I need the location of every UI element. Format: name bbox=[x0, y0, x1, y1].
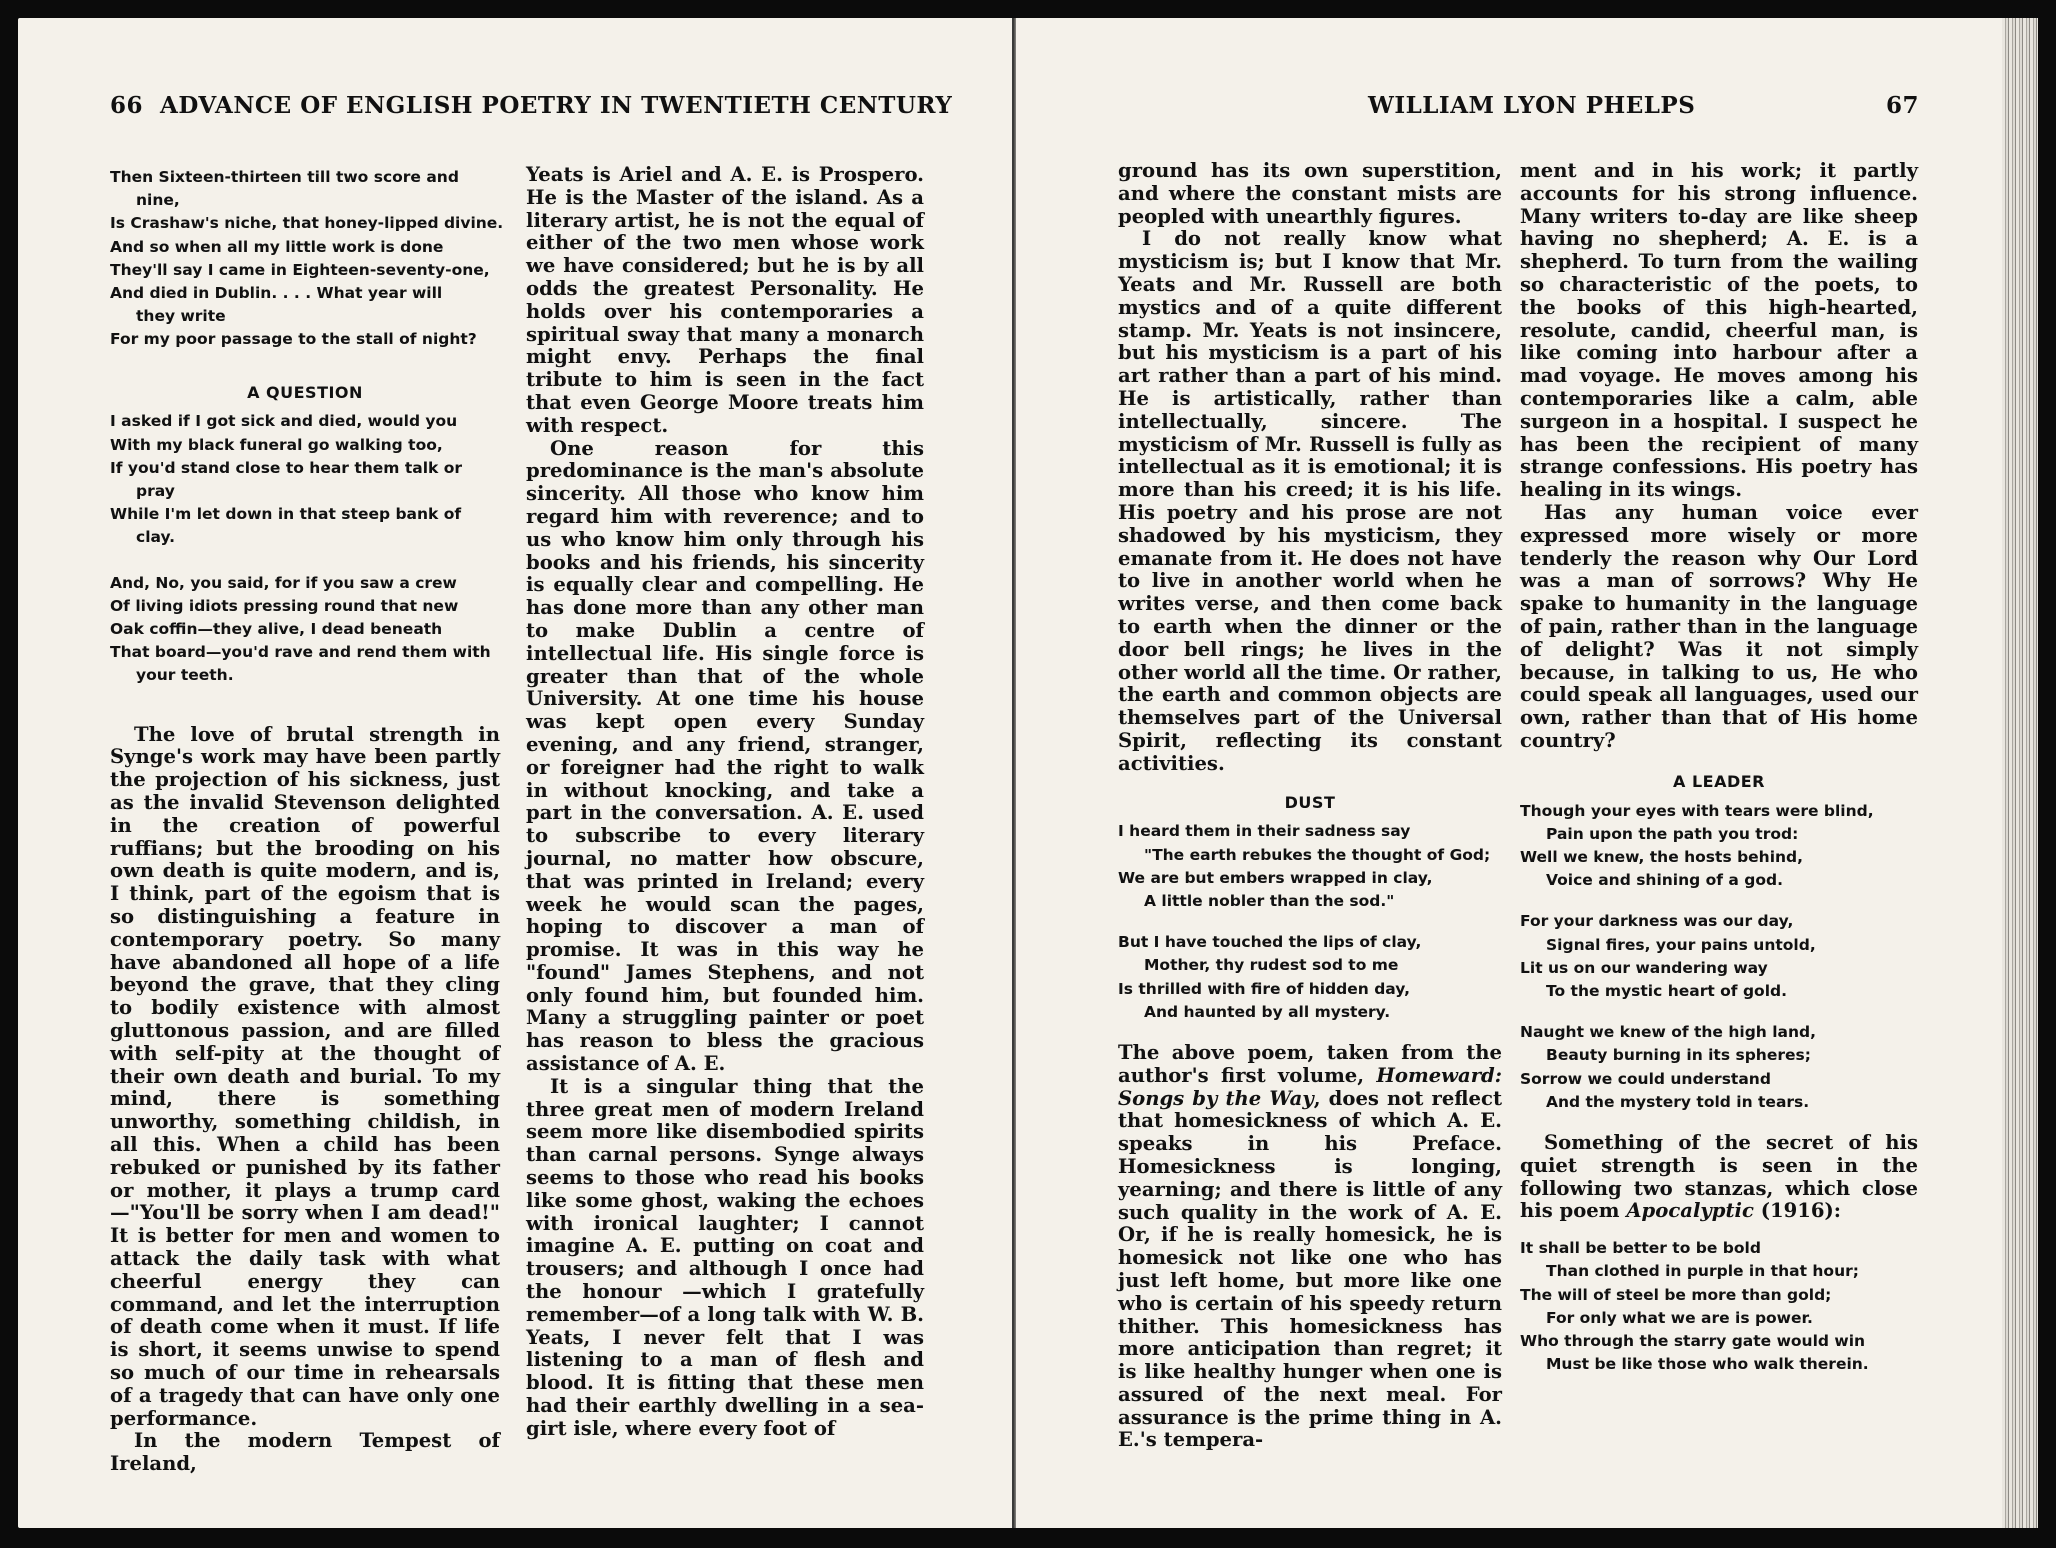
verse-stanza bbox=[1520, 1237, 1918, 1376]
verse-line: And, No, you said, for if you saw a crew bbox=[110, 573, 457, 592]
verse-line: And so when all my little work is done bbox=[110, 237, 444, 256]
verse-line: While I'm let down in that steep bank of bbox=[110, 505, 462, 524]
verse-stanza bbox=[110, 572, 500, 688]
paragraph: Yeats is Ariel and A. E. is Prospero. He is the Master of the island. As a literary artist, he is not the equal of either of the two men whose work we have considered; but he is by all odds the greatest Personality. He holds over his contemporaries a spiritual sway that many a monarch might envy. Perhaps the final tribute to him is seen in the fact that even George Moore treats him with respect. bbox=[526, 163, 924, 437]
verse-line: Must be like those who walk therein. bbox=[1546, 1355, 1869, 1374]
verse-line: To the mystic heart of gold. bbox=[1546, 981, 1787, 1000]
paragraph bbox=[1520, 1132, 1918, 1223]
paragraph: It is a singular thing that the three great men of modern Ireland seem more like disembodied spirits than carnal persons. Synge always seems to those who read his books like some ghost, waking the echoes with ironical laughter; I cannot imagine A. E. putting on coat and trousers; and although I once had the honour —which I gratefully remember—of a long talk with W. B. Yeats, I never felt that I was listening to a man of flesh and blood. It is fitting that these men had their earthly dwelling in a sea-girt isle, where every foot of bbox=[526, 1074, 924, 1440]
verse-line: And haunted by all mystery. bbox=[1144, 1002, 1391, 1021]
verse-line: It shall be better to be bold bbox=[1520, 1239, 1761, 1258]
verse-stanza bbox=[1520, 800, 1918, 893]
verse-line: And died in Dublin. . . . What year will bbox=[110, 284, 443, 303]
paragraph: I do not really know what mysticism is; but I know that Mr. Yeats and Mr. Russell are both mystics and of a quite different stamp. Mr. Yeats is not insincere, but his mysticism is a part of his art rather than a part of his mind. He is artistically, rather than intellectually, sincere. The mysticism of Mr. Russell is fully as intellectual as it is emotional; it is more than his creed; it is his life. His poetry and his prose are not shadowed by his mysticism, they emanate from it. He does not have to live in another world when he writes verse, and then come back to earth when the dinner or the door bell rings; he lives in the other world all the time. Or rather, the earth and common objects are themselves part of the Universal Spirit, reflecting its constant activities. bbox=[1118, 227, 1502, 775]
poem-title-a-question: A QUESTION bbox=[247, 382, 363, 402]
verse-line: If you'd stand close to hear them talk or bbox=[110, 458, 463, 477]
verse-line: But I have touched the lips of clay, bbox=[1118, 933, 1422, 952]
verse-line: Sorrow we could understand bbox=[1520, 1069, 1771, 1088]
paragraph-text: , does not reflect that homesickness of which A. E. speaks in his Preface. Homesickness is longing, yearning; and there is little of any such quality in the work of A. E. Or, if he is really homesick, he is homesick not like one who has just left home, but more like one who is certain of his speedy return thither. This homesickness has more anticipation than regret; it is like healthy hunger when one is assured of the next meal. For assurance is the prime thing in A. E.'s tempera- bbox=[1118, 1086, 1503, 1452]
verse-line: pray bbox=[136, 482, 175, 501]
verse-line: They'll say I came in Eighteen-seventy-one, bbox=[110, 260, 490, 279]
verse-line: And the mystery told in tears. bbox=[1546, 1092, 1810, 1111]
paragraph bbox=[1118, 1042, 1502, 1452]
verse-line: The will of steel be more than gold; bbox=[1520, 1285, 1832, 1304]
poem-title-dust: DUST bbox=[1284, 792, 1336, 812]
verse-stanza bbox=[110, 166, 504, 352]
verse-line: For your darkness was our day, bbox=[1520, 912, 1794, 931]
verse-stanza bbox=[1520, 910, 1918, 1003]
paragraph: ment and in his work; it partly accounts for his strong influence. Many writers to-day are like sheep having no shepherd; A. E. is a shepherd. To turn from the wailing so characteristic of the poets, to the books of this high-hearted, resolute, candid, cheerful man, is like coming into harbour after a mad voyage. He moves among his contemporaries like a calm, able surgeon in a hospital. I suspect he has been the recipient of many strange confessions. His poetry has healing in its wings. bbox=[1520, 159, 1918, 502]
paragraph: One reason for this predominance is the man's absolute sincerity. All those who know him regard him with reverence; and to us who know him only through his books and his friends, his sincerity is equally clear and compelling. He has done more than any other man to make Dublin a centre of intellectual life. His single force is greater than that of the whole University. At one time his house was kept open every Sunday evening, and any friend, stranger, or foreigner had the right to walk in without knocking, and take a part in the conversation. A. E. used to subscribe to every literary journal, no matter how obscure, that was printed in Ireland; every week he would scan the pages, hoping to discover a man of promise. It was in this way he "found" James Stephens, and not only found him, but founded him. Many a struggling painter or poet has reason to bless the gracious assistance of A. E. bbox=[526, 436, 924, 1076]
right-page-number: 67 bbox=[1886, 92, 1920, 119]
verse-line: That board—you'd rave and rend them with bbox=[110, 643, 491, 662]
right-page bbox=[1016, 18, 2002, 1528]
poem-title-a-leader: A LEADER bbox=[1673, 771, 1765, 791]
verse-line: Of living idiots pressing round that new bbox=[110, 596, 459, 615]
verse-line: For my poor passage to the stall of night? bbox=[110, 330, 477, 349]
paragraph-text: (1916): bbox=[1753, 1199, 1842, 1223]
verse-line: Is Crashaw's niche, that honey-lipped divine. bbox=[110, 214, 504, 233]
verse-stanza bbox=[1118, 820, 1502, 913]
verse-stanza bbox=[110, 410, 500, 549]
verse-line: Than clothed in purple in that hour; bbox=[1546, 1262, 1859, 1281]
verse-line: Signal fires, your pains untold, bbox=[1546, 935, 1816, 954]
poem-title-apocalyptic: Apocalyptic bbox=[1626, 1199, 1754, 1223]
verse-line: Pain upon the path you trod: bbox=[1546, 824, 1799, 843]
verse-line: Is thrilled with fire of hidden day, bbox=[1118, 979, 1411, 998]
paragraph: In the modern Tempest of Ireland, bbox=[110, 1429, 500, 1476]
paragraph: The love of brutal strength in Synge's work may have been partly the projection of his sickness, just as the invalid Stevenson delighted in the creation of powerful ruffians; but the brooding on his own death is quite modern, and is, I think, part of the egoism that is so distinguishing a feature in contemporary poetry. So many have abandoned all hope of a life beyond the grave, that they cling to bodily existence with almost gluttonous passion, and are filled with self-pity at the thought of their own death and burial. To my mind, there is something unworthy, something childish, in all this. When a child has been rebuked or punished by its father or mother, it plays a trump card—"You'll be sorry when I am dead!" It is better for men and women to attack the daily task with what cheerful energy they can command, and let the interruption of death come when it must. If life is short, it seems unwise to spend so much of our time in rehearsals of a tragedy that can have only one performance. bbox=[110, 722, 500, 1430]
paragraph-text: The above poem, taken from the author's first volume, bbox=[1118, 1040, 1502, 1087]
verse-line: We are but embers wrapped in clay, bbox=[1118, 868, 1433, 887]
right-column-2 bbox=[1520, 160, 1918, 1394]
verse-line: Though your eyes with tears were blind, bbox=[1520, 801, 1874, 820]
verse-line: A little nobler than the sod." bbox=[1144, 891, 1395, 910]
left-page bbox=[18, 18, 1012, 1528]
right-running-title: WILLIAM LYON PHELPS bbox=[1368, 92, 1696, 119]
page-edges bbox=[2002, 18, 2038, 1528]
verse-line: I asked if I got sick and died, would you bbox=[110, 412, 458, 431]
verse-line: Beauty burning in its spheres; bbox=[1546, 1046, 1811, 1065]
paragraph: ground has its own superstition, and where the constant mists are peopled with unearthly figures. bbox=[1118, 159, 1502, 228]
paragraph-text: Something of the secret of his quiet strength is seen in the following two stanzas, which close his poem bbox=[1520, 1130, 1918, 1223]
verse-line: Oak coffin—they alive, I dead beneath bbox=[110, 620, 443, 639]
verse-line: With my black funeral go walking too, bbox=[110, 435, 443, 454]
paragraph: Has any human voice ever expressed more wisely or more tenderly the reason why Our Lord was a man of sorrows? Why He spake to humanity in the language of pain, rather than in the language of delight? Was it not simply because, in talking to us, He who could speak all languages, used our own, rather than that of His home country? bbox=[1520, 500, 1918, 752]
verse-line: Mother, thy rudest sod to me bbox=[1144, 956, 1399, 975]
verse-line: I heard them in their sadness say bbox=[1118, 822, 1411, 841]
verse-line: Well we knew, the hosts behind, bbox=[1520, 847, 1804, 866]
left-page-number: 66 bbox=[110, 92, 144, 119]
verse-line: Lit us on our wandering way bbox=[1520, 958, 1768, 977]
verse-line: Naught we knew of the high land, bbox=[1520, 1023, 1817, 1042]
verse-line: Then Sixteen-thirteen till two score and bbox=[110, 168, 459, 186]
left-running-title: ADVANCE OF ENGLISH POETRY IN TWENTIETH CENTURY bbox=[160, 92, 953, 119]
left-column-2 bbox=[526, 164, 924, 1441]
verse-line: nine, bbox=[136, 191, 180, 210]
verse-line: Who through the starry gate would win bbox=[1520, 1331, 1866, 1350]
verse-line: they write bbox=[136, 307, 226, 326]
right-column-1 bbox=[1118, 160, 1502, 1452]
left-running-head bbox=[110, 92, 952, 119]
left-column-1 bbox=[110, 166, 504, 1476]
verse-stanza bbox=[1520, 1021, 1918, 1114]
verse-line: For only what we are is power. bbox=[1546, 1308, 1813, 1327]
verse-line: your teeth. bbox=[136, 666, 234, 685]
book-title: Homeward: Songs by the Way bbox=[1118, 1063, 1502, 1110]
verse-line: Voice and shining of a god. bbox=[1546, 871, 1784, 890]
verse-line: clay. bbox=[136, 528, 176, 547]
verse-stanza bbox=[1118, 931, 1502, 1024]
verse-line: "The earth rebukes the thought of God; bbox=[1144, 845, 1491, 864]
